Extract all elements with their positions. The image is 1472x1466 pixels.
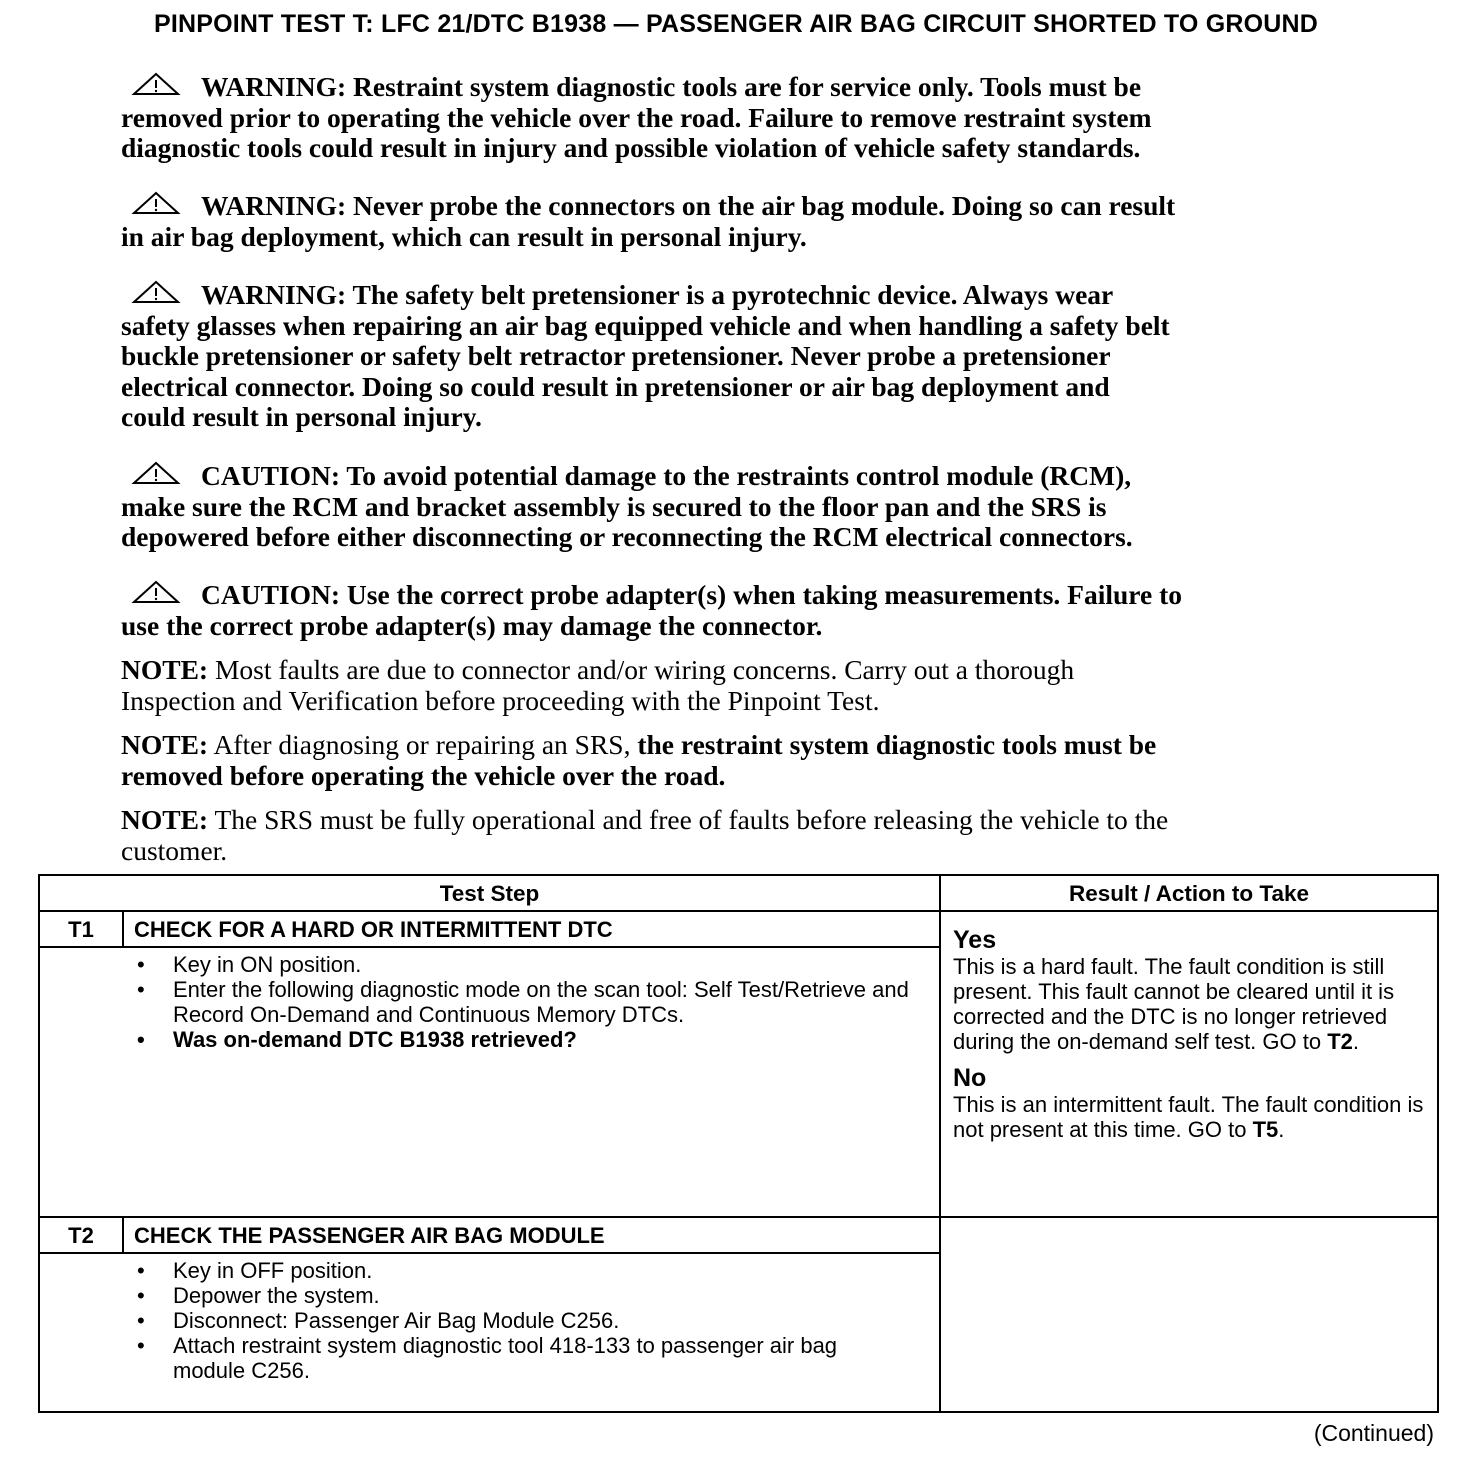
warning-triangle-icon (131, 191, 181, 215)
step-bullet: • Key in OFF position. (173, 1258, 939, 1283)
header-test-step: Test Step (39, 875, 940, 911)
goto-link[interactable]: T2 (1327, 1029, 1353, 1054)
warning-triangle-icon (131, 72, 181, 96)
note-bold-text: the restraint system diagnostic tools must be removed before operating the vehicle over the road. (121, 729, 1157, 791)
warning-triangle-icon (131, 461, 181, 485)
step-id: T1 (39, 911, 123, 947)
warning-paragraph (121, 280, 1381, 433)
note-text: Most faults are due to connector and/or wiring concerns. Carry out a thorough Inspection and Verification before proceeding with the Pinpoint Test. (121, 654, 1075, 716)
result-text: This is a hard fault. The fault condition is still present. This fault cannot be cleared until it is corrected and the DTC is no longer retrieved during the on-demand self test. GO to T2. (953, 954, 1395, 1054)
step-title: CHECK FOR A HARD OR INTERMITTENT DTC (123, 911, 940, 947)
result-text: This is an intermittent fault. The fault condition is not present at this time. GO to T5. (953, 1092, 1424, 1142)
warning-text: CAUTION: Use the correct probe adapter(s) when taking measurements. Failure to use the correct probe adapter(s) may damage the connector. (121, 579, 1182, 641)
warning-paragraph (121, 191, 1381, 252)
step-question: • Was on-demand DTC B1938 retrieved? (173, 1027, 939, 1052)
pinpoint-test-table (38, 874, 1439, 1413)
page-title: PINPOINT TEST T: LFC 21/DTC B1938 — PASSENGER AIR BAG CIRCUIT SHORTED TO GROUND (153, 10, 1319, 38)
note-text: After diagnosing or repairing an SRS, (208, 729, 638, 760)
warning-paragraph (121, 72, 1381, 164)
step-bullet: • Disconnect: Passenger Air Bag Module C256. (173, 1308, 939, 1333)
warning-text: WARNING: Never probe the connectors on the air bag module. Doing so can result in air bag deployment, which can result in personal injury. (121, 190, 1176, 252)
note-paragraph (121, 730, 1381, 791)
result-label: Yes (953, 926, 997, 954)
warning-triangle-icon (131, 580, 181, 604)
step-results (940, 911, 1438, 1217)
warning-text: CAUTION: To avoid potential damage to the restraints control module (RCM), make sure the RCM and bracket assembly is secured to the floor pan and the SRS is depowered before either disconnecting or reconnecting the RCM electrical connectors. (121, 460, 1133, 552)
note-paragraph (121, 655, 1381, 716)
step-results (940, 1217, 1438, 1412)
warning-paragraph (121, 580, 1381, 641)
step-body (39, 947, 940, 1217)
step-bullet: • Key in ON position. (173, 952, 939, 977)
note-text: The SRS must be fully operational and free of faults before releasing the vehicle to the customer. (121, 804, 1169, 866)
step-id: T2 (39, 1217, 123, 1253)
warning-paragraph (121, 461, 1381, 553)
warning-text: WARNING: Restraint system diagnostic tools are for service only. Tools must be removed prior to operating the vehicle over the road. Failure to remove restraint system diagnostic tools could result in injury and possible violation of vehicle safety standards. (121, 71, 1152, 163)
note-label: NOTE: (121, 654, 209, 685)
goto-link[interactable]: T5 (1252, 1117, 1279, 1142)
note-label: NOTE: (121, 729, 209, 760)
step-bullet: • Enter the following diagnostic mode on the scan tool: Self Test/Retrieve and Record On-Demand and Continuous Memory DTCs. (173, 977, 913, 1027)
step-bullet: • Attach restraint system diagnostic tool 418-133 to passenger air bag module C256. (173, 1333, 913, 1383)
warning-triangle-icon (131, 280, 181, 304)
note-paragraph (121, 805, 1381, 866)
result-label: No (953, 1064, 987, 1092)
step-body (39, 1253, 940, 1412)
step-title: CHECK THE PASSENGER AIR BAG MODULE (123, 1217, 940, 1253)
step-bullet: • Depower the system. (173, 1283, 939, 1308)
header-result: Result / Action to Take (940, 875, 1438, 911)
continued-label: (Continued) (1313, 1420, 1434, 1446)
warning-text: WARNING: The safety belt pretensioner is a pyrotechnic device. Always wear safety glasses when repairing an air bag equipped vehicle and when handling a safety belt buckle pretensioner or safety belt retractor pretensioner. Never probe a pretensioner electrical connector. Doing so could result in pretensioner or air bag deployment and could result in personal injury. (121, 279, 1170, 432)
note-label: NOTE: (121, 804, 209, 835)
